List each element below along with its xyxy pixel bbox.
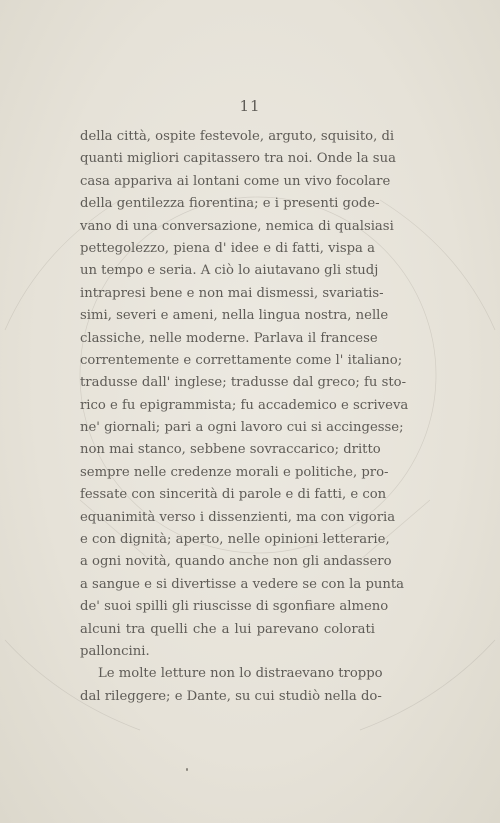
text-line: un tempo e seria. A ciò lo aiutavano gli studj xyxy=(80,263,379,279)
paragraph-start-line: Le molte letture non lo distraevano troppo xyxy=(98,666,383,682)
text-line: fessate con sincerità di parole e di fatti, e con xyxy=(80,487,387,503)
text-line: sempre nelle credenze morali e politiche, pro- xyxy=(80,464,389,480)
text-line: intrapresi bene e non mai dismessi, svariatis- xyxy=(80,285,384,301)
text-line: e con dignità; aperto, nelle opinioni letterarie, xyxy=(80,532,390,548)
text-line: dal rileggere; e Dante, su cui studiò nella do- xyxy=(80,688,382,704)
text-line: classiche, nelle moderne. Parlava il francese xyxy=(80,330,378,346)
text-line: vano di una conversazione, nemica di qualsiasi xyxy=(80,218,394,234)
text-line: della gentilezza fiorentina; e i presenti gode- xyxy=(80,196,380,212)
text-line: pettegolezzo, piena d' idee e di fatti, vispa a xyxy=(80,240,375,256)
text-line: tradusse dall' inglese; tradusse dal greco; fu sto- xyxy=(80,375,407,391)
text-line: simi, severi e ameni, nella lingua nostra, nelle xyxy=(80,308,389,324)
text-line: della città, ospite festevole, arguto, squisito, di xyxy=(80,129,395,144)
text-line: de' suoi spilli gli riuscisse di sgonfiare almeno xyxy=(80,599,389,615)
text-line: correntemente e correttamente come l' italiano; xyxy=(80,352,403,368)
text-line: non mai stanco, sebbene sovraccarico; dritto xyxy=(80,442,381,458)
paragraph-end-line: palloncini. xyxy=(80,643,150,659)
ink-speck xyxy=(186,768,188,771)
text-line: alcuni tra quelli che a lui parevano colorati xyxy=(80,621,375,637)
text-line: a sangue e si divertisse a vedere se con la punta xyxy=(80,576,405,592)
text-line: ne' giornali; pari a ogni lavoro cui si accingesse; xyxy=(80,420,404,436)
text-line: quanti migliori capitassero tra noi. Onde la sua xyxy=(80,151,396,167)
text-line: equanimità verso i dissenzienti, ma con vigoria xyxy=(80,509,396,525)
page-number: 11 xyxy=(239,97,261,115)
text-line: a ogni novità, quando anche non gli andassero xyxy=(80,554,392,570)
body-text xyxy=(80,126,409,708)
text-line: rico e fu epigrammista; fu accademico e scriveva xyxy=(80,397,409,413)
text-line: casa appariva ai lontani come un vivo focolare xyxy=(80,173,391,189)
